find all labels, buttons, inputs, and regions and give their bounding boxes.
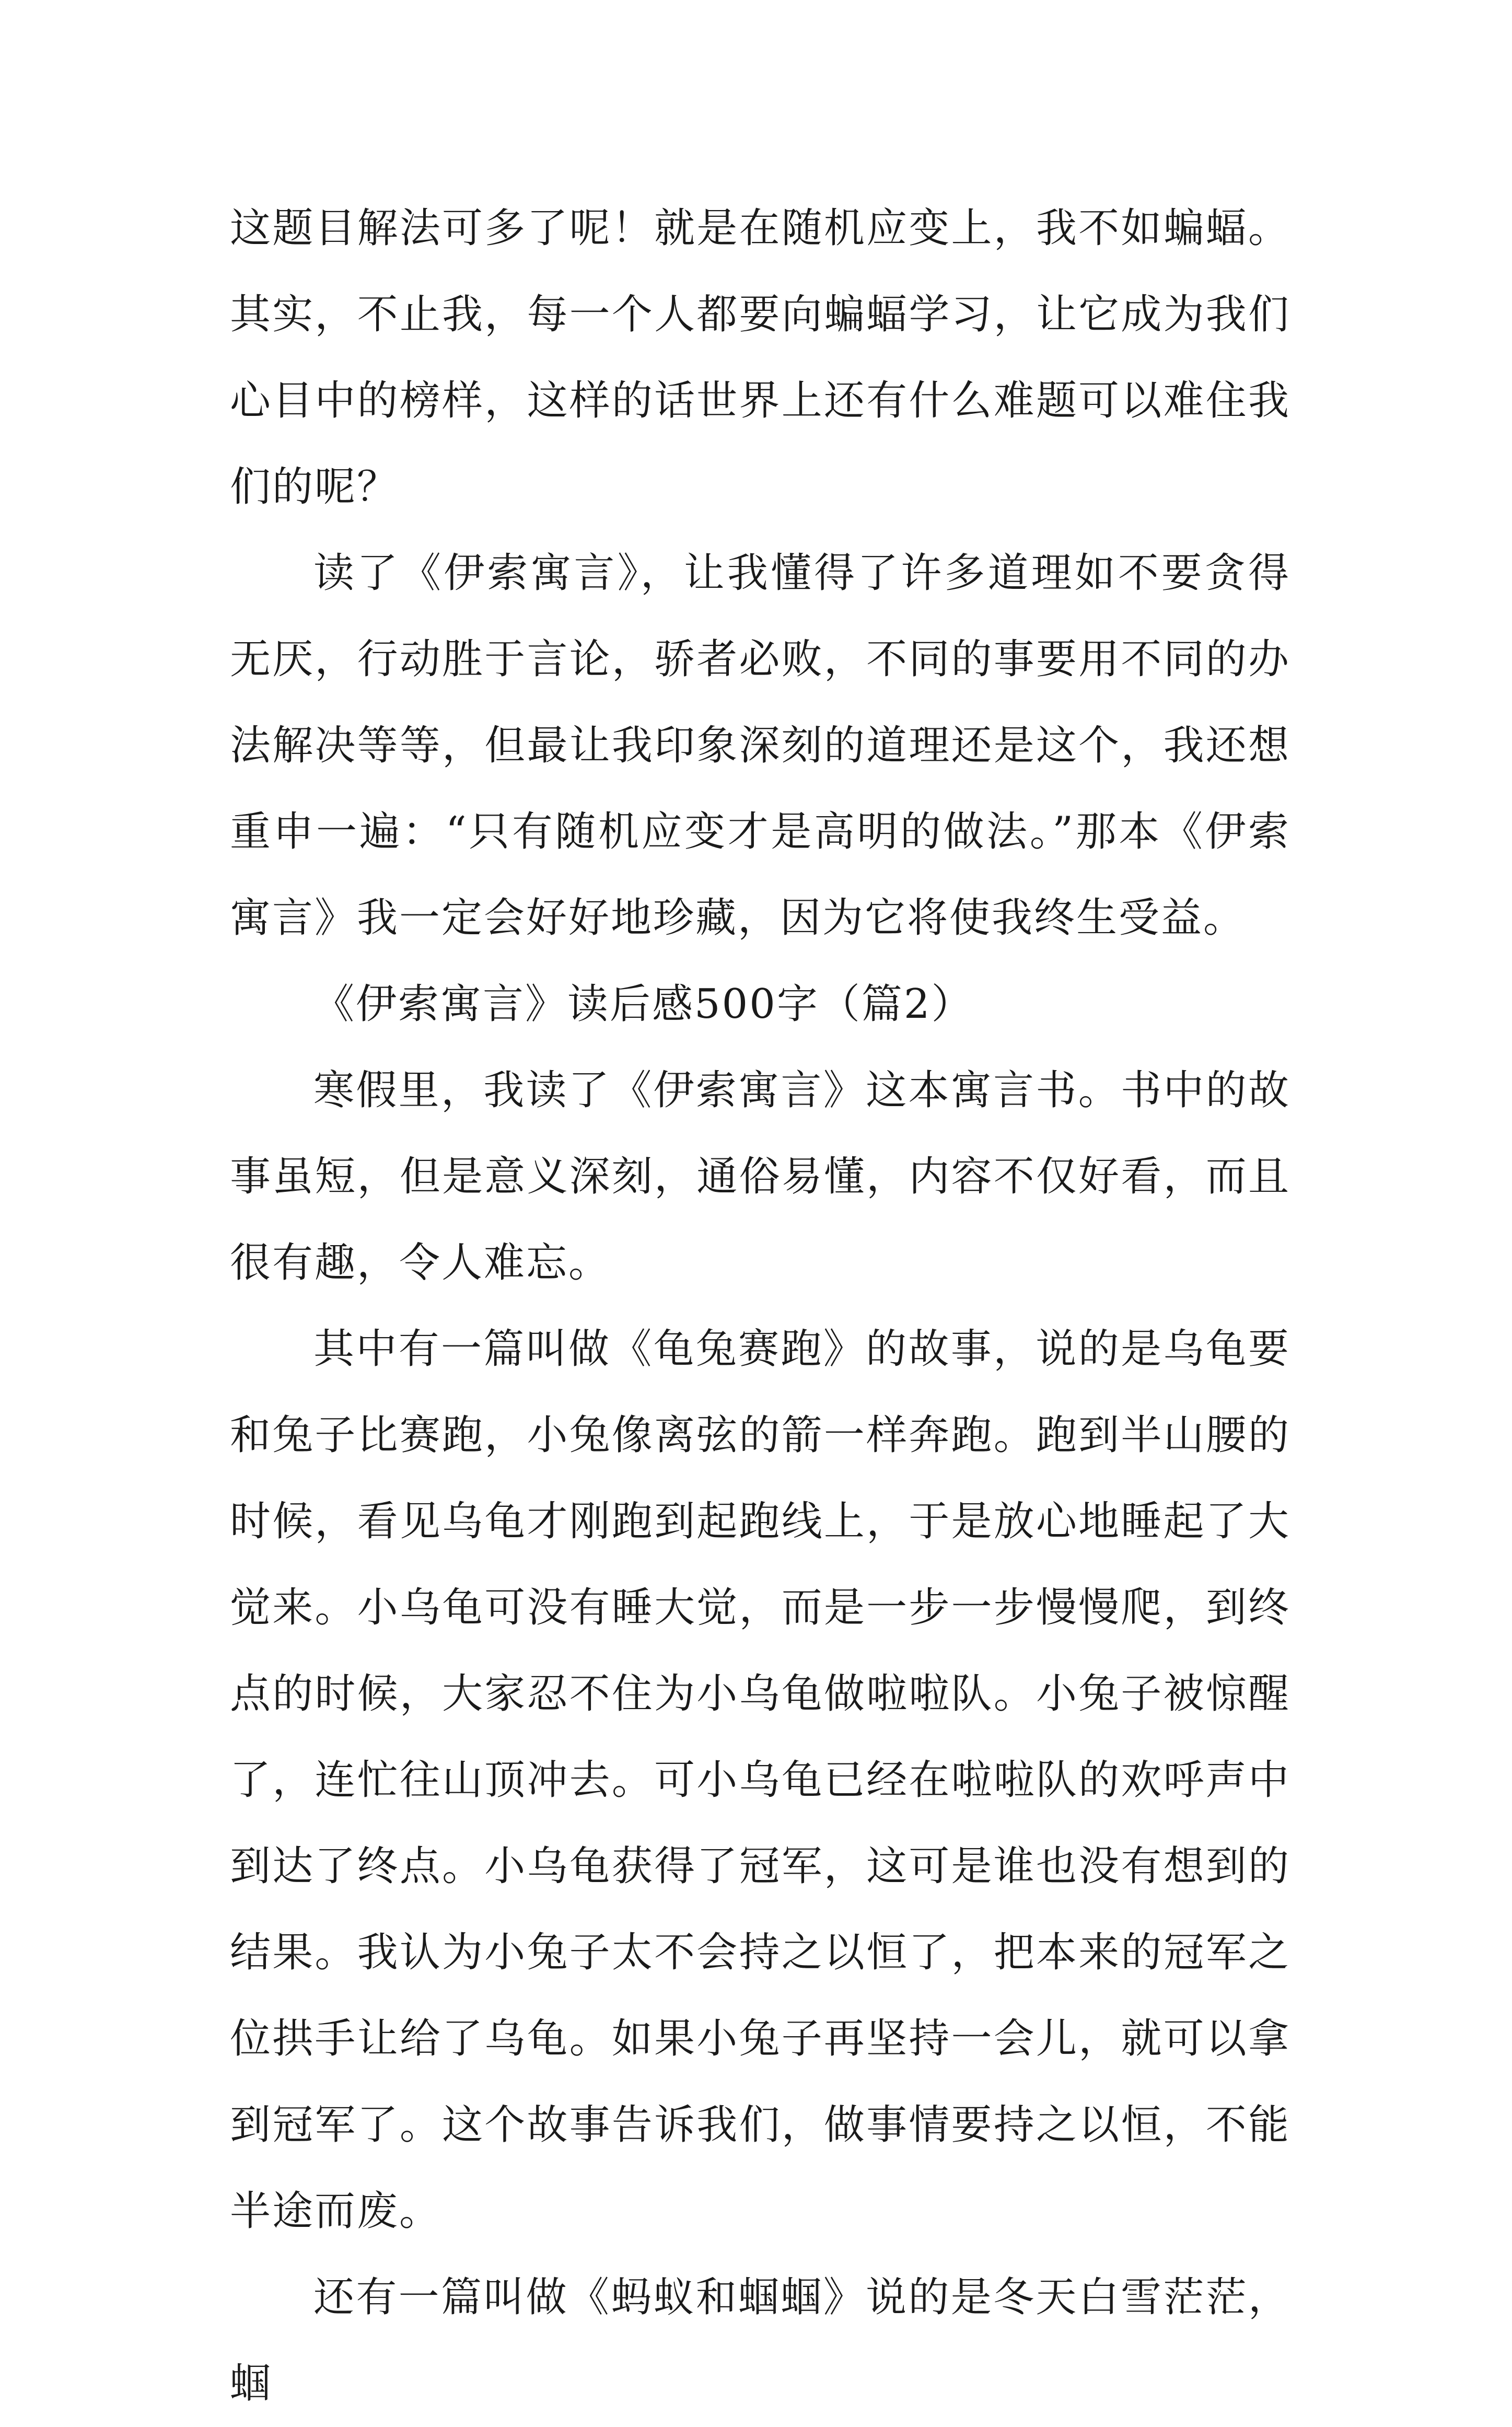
paragraph-5: 还有一篇叫做《蚂蚁和蝈蝈》说的是冬天白雪茫茫，蝈 [230, 2274, 1290, 2407]
section-heading: 《伊索寓言》读后感500字（篇2） [313, 981, 974, 1028]
paragraph-4: 其中有一篇叫做《龟兔赛跑》的故事，说的是乌龟要和兔子比赛跑，小兔像离弦的箭一样奔跑。跑到半山腰的时候，看见乌龟才刚跑到起跑线上，于是放心地睡起了大觉来。小乌龟可没有睡大觉，而是一步一步慢慢爬，到终点的时候，大家忍不住为小乌龟做啦啦队。小兔子被惊醒了，连忙往山顶冲去。可小乌龟已经在啦啦队的欢呼声中到达了终点。小乌龟获得了冠军，这可是谁也没有想到的结果。我认为小兔子太不会持之以恒了，把本来的冠军之位拱手让给了乌龟。如果小兔子再坚持一会儿，就可以拿到冠军了。这个故事告诉我们，做事情要持之以恒，不能半途而废。 [230, 1326, 1290, 2235]
paragraph-2: 读了《伊索寓言》，让我懂得了许多道理如不要贪得无厌，行动胜于言论，骄者必败，不同的事要用不同的办法解决等等，但最让我印象深刻的道理还是这个，我还想重申一遍：“只有随机应变才是高明的做法。”那本《伊索寓言》我一定会好好地珍藏，因为它将使我终生受益。 [230, 550, 1290, 942]
paragraph-3: 寒假里，我读了《伊索寓言》这本寓言书。书中的故事虽短，但是意义深刻，通俗易懂，内容不仅好看，而且很有趣，令人难忘。 [230, 1067, 1290, 1286]
document-body [230, 185, 1290, 2427]
paragraph-1: 这题目解法可多了呢！就是在随机应变上，我不如蝙蝠。其实，不止我，每一个人都要向蝙蝠学习，让它成为我们心目中的榜样，这样的话世界上还有什么难题可以难住我们的呢？ [230, 205, 1290, 510]
